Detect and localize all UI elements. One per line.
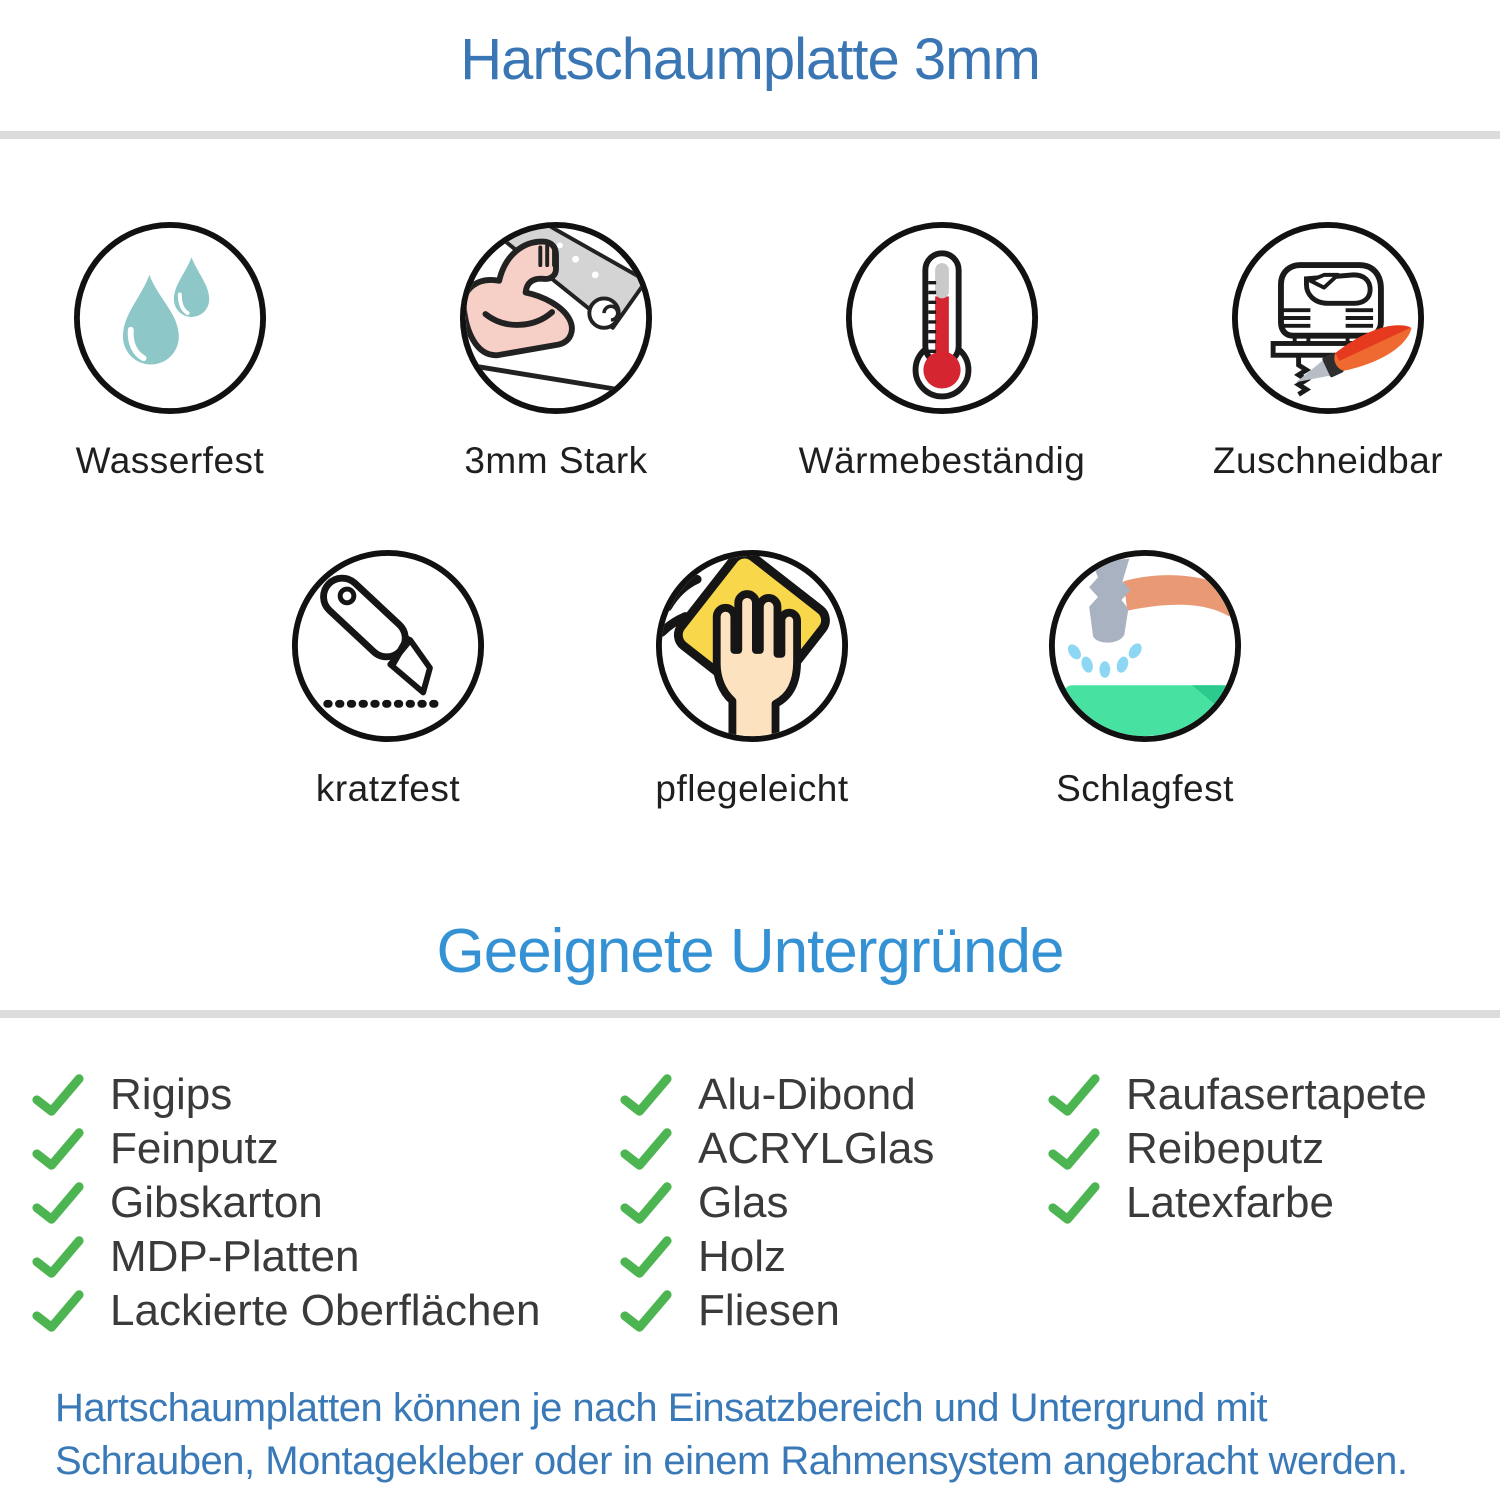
substrate-label: Latexfarbe bbox=[1126, 1178, 1334, 1227]
cleaning-hand-icon bbox=[654, 548, 850, 744]
substrate-item bbox=[32, 1284, 540, 1338]
check-icon bbox=[32, 1289, 84, 1333]
feature-circle bbox=[1230, 220, 1426, 416]
feature-label: pflegeleicht bbox=[655, 768, 849, 809]
substrate-item bbox=[32, 1230, 540, 1284]
feature-item-kratzfest bbox=[218, 548, 558, 810]
substrate-column-2 bbox=[620, 1068, 934, 1338]
feature-circle bbox=[290, 548, 486, 744]
substrate-item bbox=[32, 1176, 540, 1230]
muscle-arm-icon bbox=[458, 220, 654, 416]
substrate-label: ACRYLGlas bbox=[698, 1124, 935, 1173]
feature-label: Schlagfest bbox=[1056, 768, 1234, 809]
water-drops-icon bbox=[72, 220, 268, 416]
check-icon bbox=[620, 1073, 672, 1117]
check-icon bbox=[32, 1181, 84, 1225]
page-title: Hartschaumplatte 3mm bbox=[460, 27, 1040, 92]
substrate-label: Fliesen bbox=[698, 1286, 840, 1335]
feature-item-zuschneidbar bbox=[1158, 220, 1498, 482]
feature-item-schlagfest bbox=[975, 548, 1315, 810]
top-divider bbox=[0, 131, 1500, 139]
substrate-item bbox=[32, 1068, 540, 1122]
check-icon bbox=[32, 1127, 84, 1171]
check-icon bbox=[620, 1127, 672, 1171]
feature-circle bbox=[654, 548, 850, 744]
substrate-column-3 bbox=[1048, 1068, 1427, 1230]
check-icon bbox=[620, 1235, 672, 1279]
substrate-label: Reibeputz bbox=[1126, 1124, 1325, 1173]
feature-label: Zuschneidbar bbox=[1212, 440, 1444, 481]
thermometer-icon bbox=[844, 220, 1040, 416]
substrate-item bbox=[620, 1068, 934, 1122]
substrate-label: Holz bbox=[698, 1232, 787, 1281]
check-icon bbox=[1048, 1073, 1100, 1117]
feature-item-wasserfest bbox=[0, 220, 340, 482]
feature-label: kratzfest bbox=[315, 768, 461, 809]
footer-line-2: Schrauben, Montagekleber oder in einem Rahmensystem angebracht werden. bbox=[55, 1439, 1408, 1483]
feature-item-pflegeleicht bbox=[582, 548, 922, 810]
substrate-item bbox=[620, 1284, 934, 1338]
check-icon bbox=[32, 1073, 84, 1117]
footer-line-1: Hartschaumplatten können je nach Einsatzbereich und Untergrund mit bbox=[55, 1386, 1268, 1430]
footer-note bbox=[55, 1382, 1407, 1488]
substrate-item bbox=[620, 1176, 934, 1230]
utility-knife-icon bbox=[290, 548, 486, 744]
substrate-label: Gibskarton bbox=[110, 1178, 323, 1227]
substrate-label: MDP-Platten bbox=[110, 1232, 360, 1281]
substrate-item bbox=[620, 1122, 934, 1176]
feature-label: 3mm Stark bbox=[464, 440, 648, 481]
substrate-label: Rigips bbox=[110, 1070, 233, 1119]
feature-circle bbox=[458, 220, 654, 416]
substrate-label: Lackierte Oberflächen bbox=[110, 1286, 541, 1335]
feature-circle bbox=[1047, 548, 1243, 744]
section-title-untergruende: Geeignete Untergründe bbox=[436, 917, 1064, 986]
substrate-item bbox=[620, 1230, 934, 1284]
feature-item-3mm-stark bbox=[386, 220, 726, 482]
jigsaw-icon bbox=[1230, 220, 1426, 416]
substrate-label: Glas bbox=[698, 1178, 789, 1227]
substrate-item bbox=[32, 1122, 540, 1176]
substrate-label: Raufasertapete bbox=[1126, 1070, 1427, 1119]
check-icon bbox=[620, 1181, 672, 1225]
hammer-icon bbox=[1047, 548, 1243, 744]
feature-label: Wasserfest bbox=[75, 440, 265, 481]
check-icon bbox=[1048, 1181, 1100, 1225]
feature-circle bbox=[844, 220, 1040, 416]
substrate-item bbox=[1048, 1176, 1427, 1230]
substrate-item bbox=[1048, 1068, 1427, 1122]
check-icon bbox=[32, 1235, 84, 1279]
substrate-label: Feinputz bbox=[110, 1124, 279, 1173]
feature-circle bbox=[72, 220, 268, 416]
feature-label: Wärmebeständig bbox=[798, 440, 1086, 481]
feature-item-waermebestaendig bbox=[772, 220, 1112, 482]
substrate-item bbox=[1048, 1122, 1427, 1176]
substrate-column-1 bbox=[32, 1068, 540, 1338]
check-icon bbox=[620, 1289, 672, 1333]
check-icon bbox=[1048, 1127, 1100, 1171]
substrates-divider bbox=[0, 1010, 1500, 1018]
substrate-label: Alu-Dibond bbox=[698, 1070, 916, 1119]
